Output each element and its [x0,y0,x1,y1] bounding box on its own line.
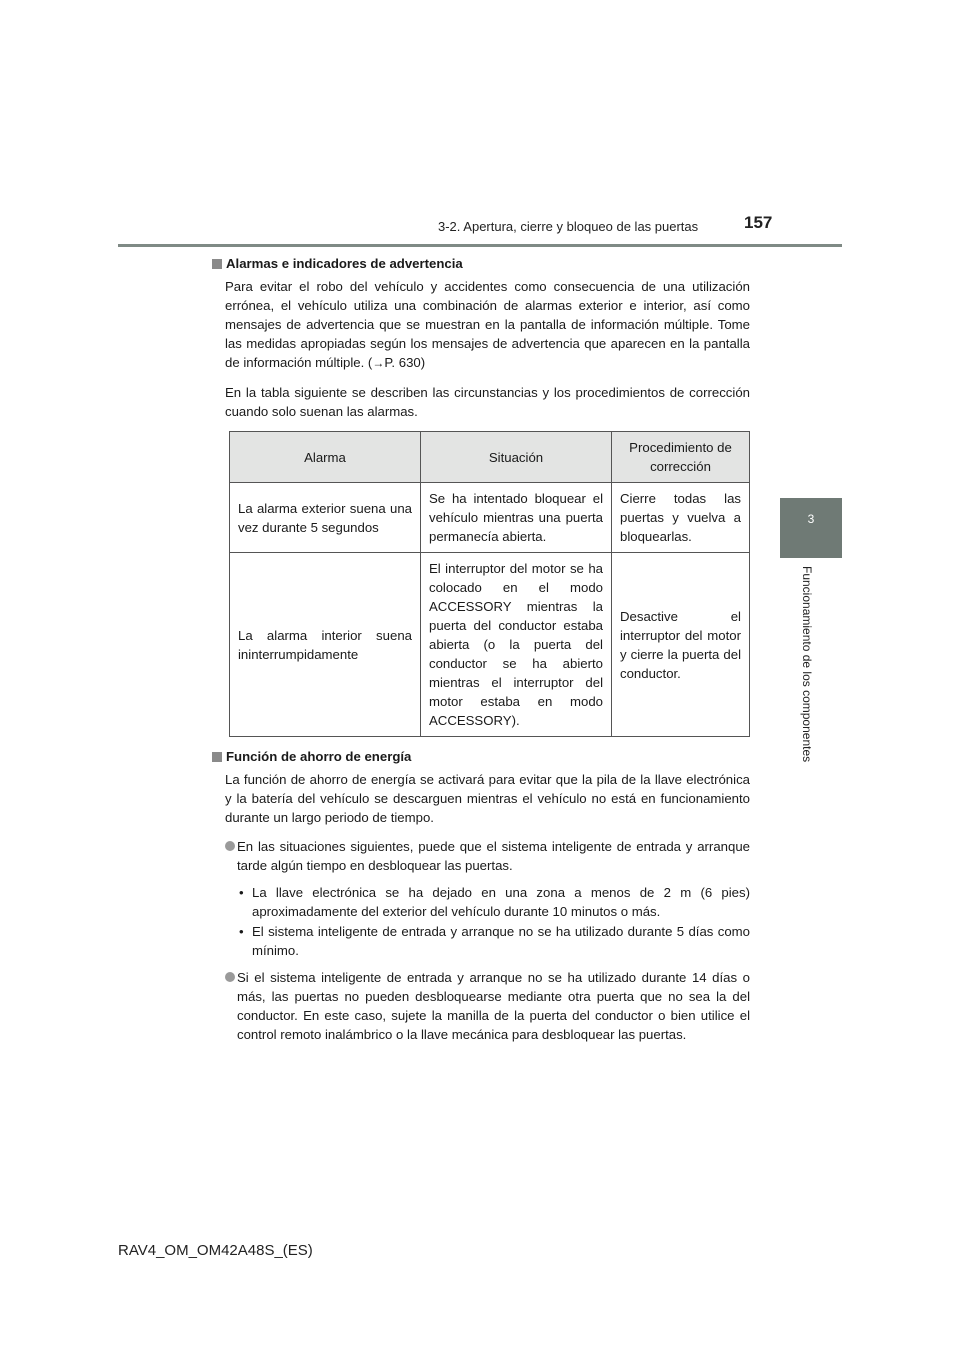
document-code: RAV4_OM_OM42A48S_(ES) [118,1242,313,1259]
table-header-cell: Procedimiento de corrección [612,432,750,483]
running-header: 3-2. Apertura, cierre y bloqueo de las puertas [438,219,699,234]
reference-arrow-icon: → [372,356,385,370]
bullet-marker: • [239,885,244,900]
chapter-tab [780,498,842,558]
square-bullet-icon [212,259,222,269]
table-header-cell: Situación [421,432,612,483]
list-item: En las situaciones siguientes, puede que el sistema inteligente de entrada y arranque tarde algún tiempo en desbloquear las puertas. [225,837,750,875]
paragraph: La función de ahorro de energía se activará para evitar que la pila de la llave electrónica y la batería del vehículo se descarguen mientras el vehículo no está en funcionamiento durante un largo periodo de tiempo. [225,772,750,825]
square-bullet-icon [212,752,222,762]
list-item: Si el sistema inteligente de entrada y arranque no se ha utilizado durante 14 días o más, las puertas no pueden desbloquearse mediante otra puerta que no sea la del conductor. En este caso, sujete la manilla de la puerta del conductor o bien utilice el control remoto inalámbrico o la llave mecánica para desbloquear las puertas. [225,968,750,1044]
circle-bullet-icon [225,972,235,982]
chapter-number: 3 [807,512,815,526]
paragraph: Para evitar el robo del vehículo y accidentes como consecuencia de una utilización errónea, el vehículo utiliza una combinación de alarmas exterior e interior, así como mensajes de advertencia que se muestran en la pantalla de información múltiple. Tome las medidas apropiadas según los mensajes de advertencia que aparecen en la pantalla de información múltiple. (→P. 630) [225,279,750,370]
chapter-label: Funcionamiento de los componentes [800,566,814,763]
table-cell: La alarma exterior suena una vez durante 5 segundos [230,483,421,553]
section-heading-alarms: Alarmas e indicadores de advertencia [212,254,750,273]
table-header-row [230,432,750,483]
alarm-table [229,431,750,737]
table-cell: La alarma interior suena ininterrumpidamente [230,553,421,737]
circle-bullet-icon [225,841,235,851]
main-content [212,254,750,1052]
table-cell: Desactive el interruptor del motor y cierre la puerta del conductor. [612,553,750,737]
table-cell: Se ha intentado bloquear el vehículo mientras una puerta permanecía abierta. [421,483,612,553]
sub-list [237,883,750,960]
table-row [230,483,750,553]
table-cell: El interruptor del motor se ha colocado en el modo ACCESSORY mientras la puerta del conductor estaba abierta (o la puerta del conductor se ha abierto mientras el interruptor del motor estaba en modo ACCESSORY). [421,553,612,737]
section-heading-energy: Función de ahorro de energía [212,747,750,766]
sub-list-item: • El sistema inteligente de entrada y arranque no se ha utilizado durante 5 días como mínimo. [239,924,750,958]
table-cell: Cierre todas las puertas y vuelva a bloquearlas. [612,483,750,553]
header-divider [118,244,842,247]
bullet-marker: • [239,924,244,939]
sub-list-item: • La llave electrónica se ha dejado en una zona a menos de 2 m (6 pies) aproximadamente del exterior del vehículo durante 10 minutos o más. [239,885,750,919]
table-row [230,553,750,737]
page-reference: P. 630) [384,355,426,370]
paragraph: En la tabla siguiente se describen las circunstancias y los procedimientos de corrección cuando solo suenan las alarmas. [225,385,750,419]
table-header-cell: Alarma [230,432,421,483]
page-number: 157 [744,213,773,232]
